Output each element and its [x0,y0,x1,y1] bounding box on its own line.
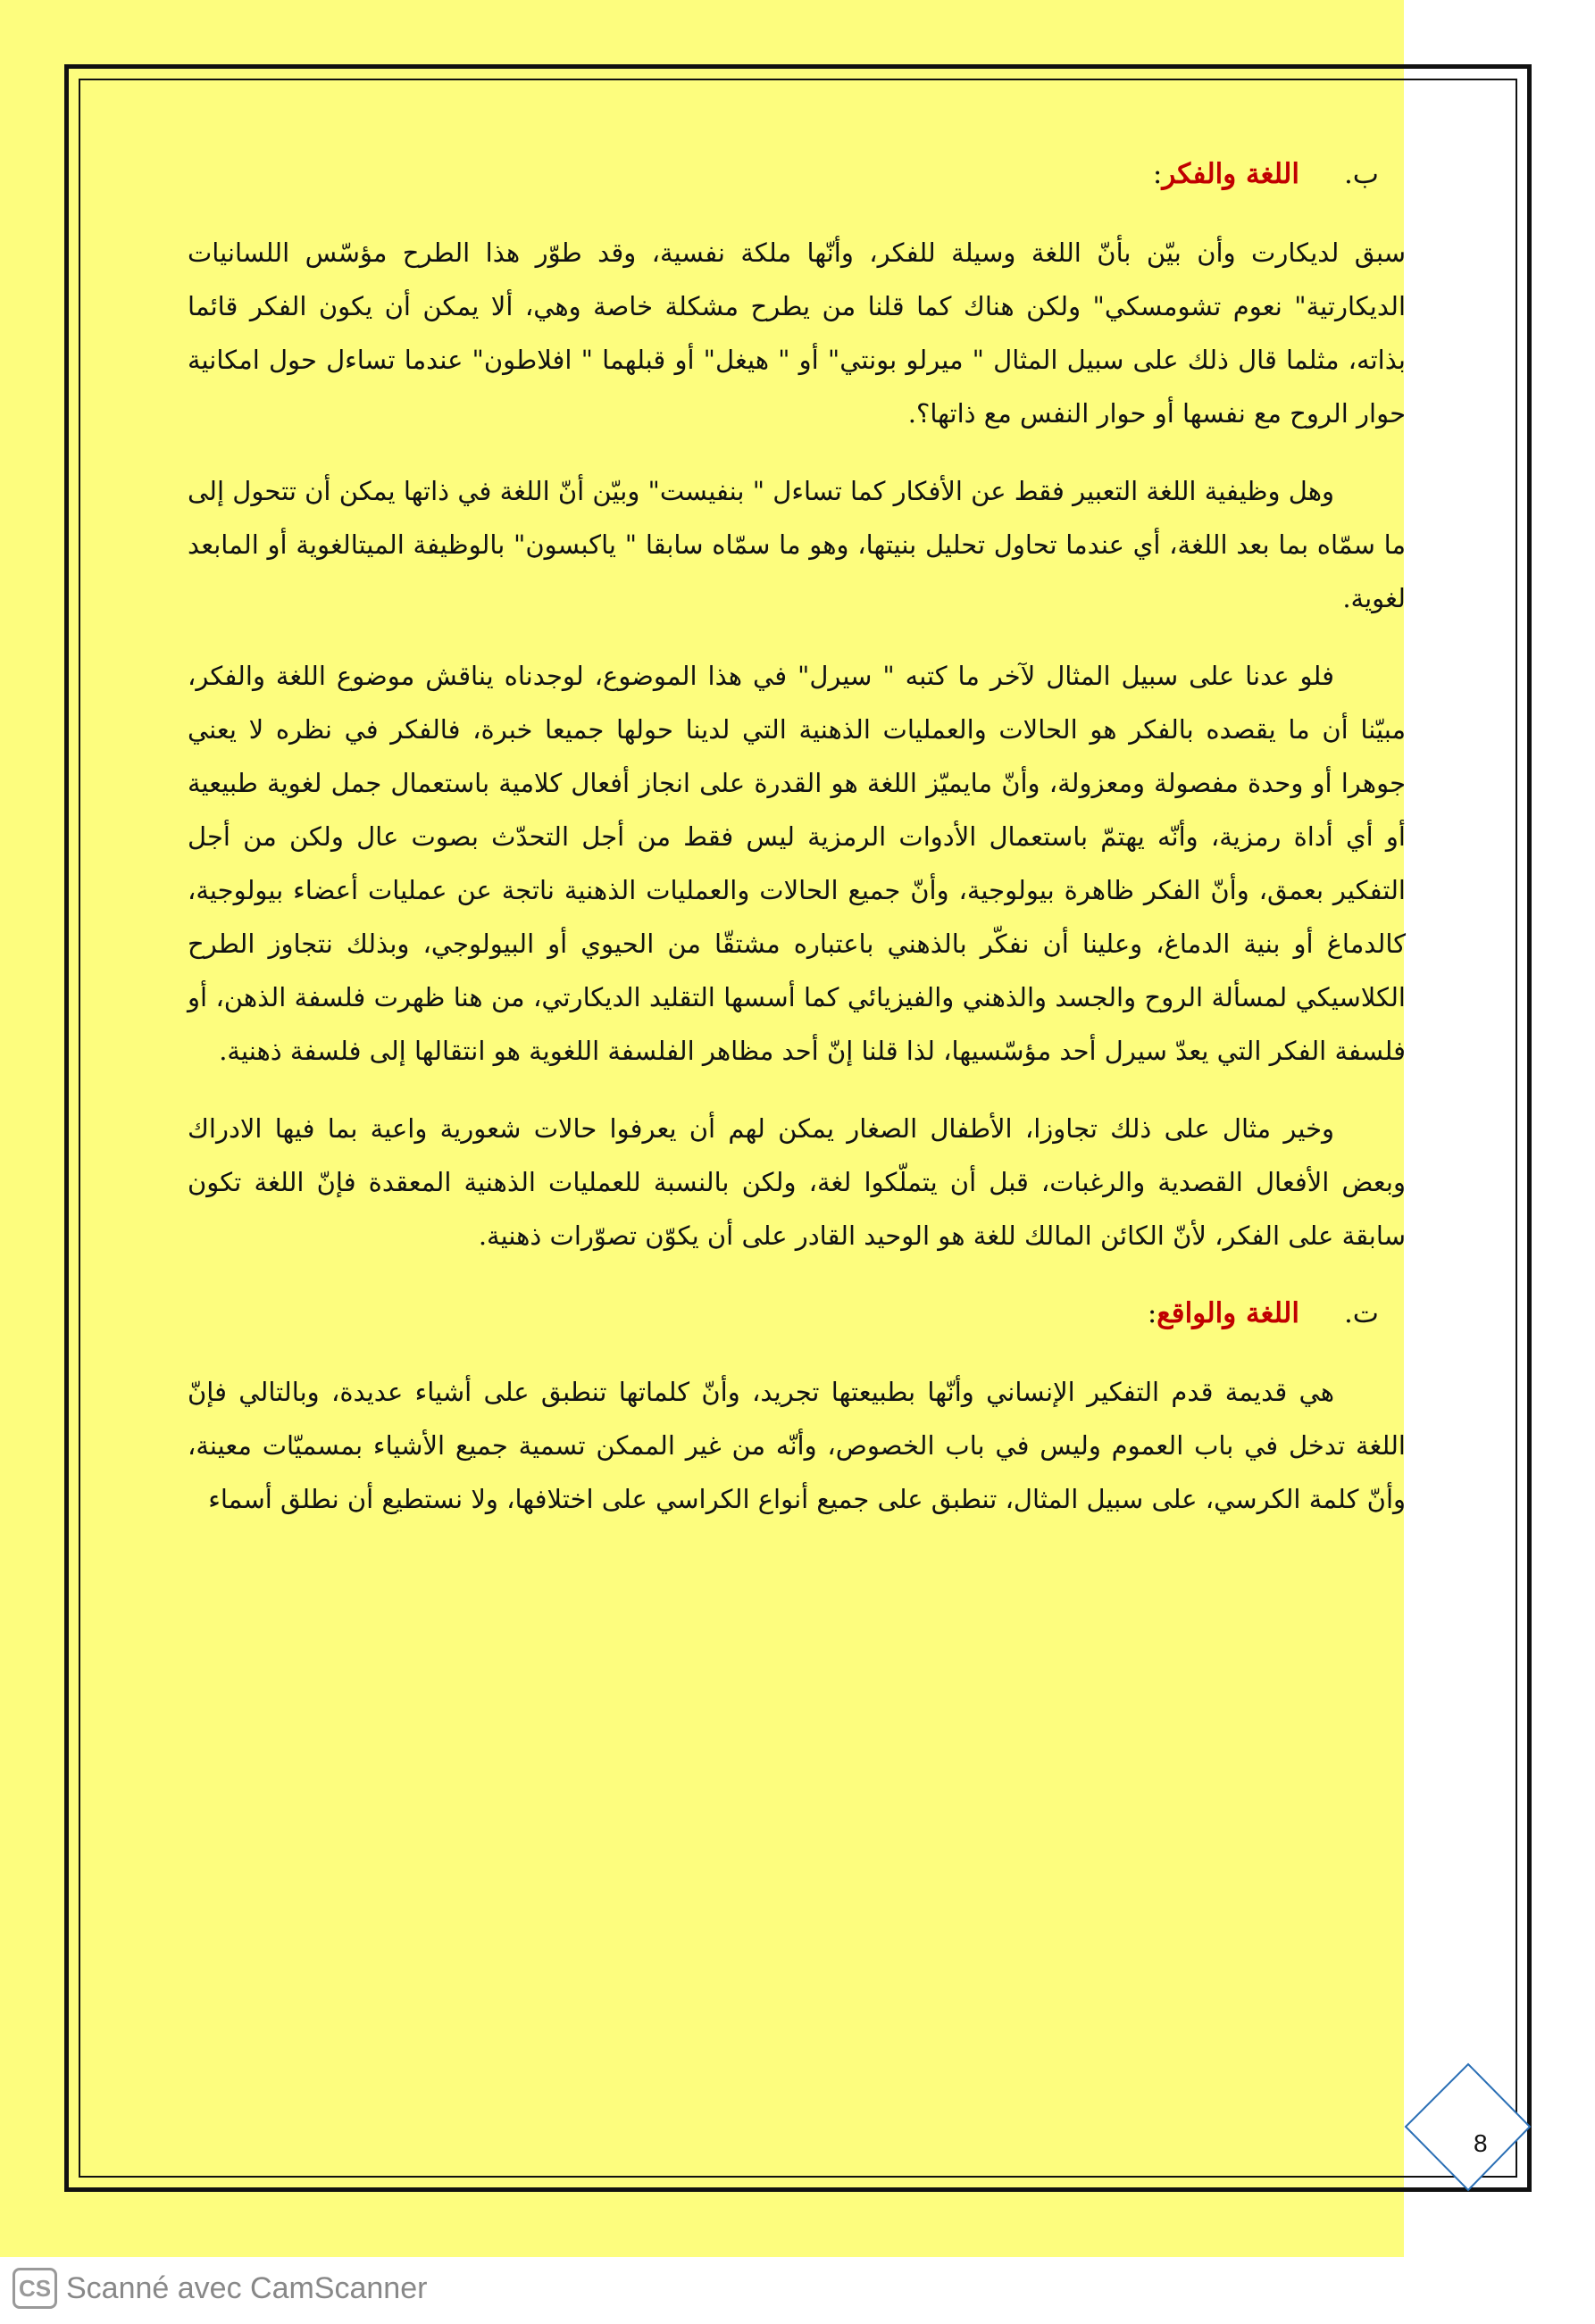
page-number: 8 [1474,2129,1488,2157]
paragraph: وهل وظيفية اللغة التعبير فقط عن الأفكار كما تساءل " بنفيست" وبيّن أنّ اللغة في ذاتها يمكن أن تتحول إلى ما سمّاه بما بعد اللغة، أي عندما تحاول تحليل بنيتها، وهو ما سمّاه سابقا " ياكبسون" بالوظيفة الميتالغوية أو المابعد لغوية. [188,476,1406,613]
document-body [188,147,1406,1550]
section-letter: ب. [1343,158,1379,190]
scanner-label: Scanné avec CamScanner [66,2270,428,2305]
scanner-watermark [13,2266,427,2311]
section-colon: : [1147,1297,1157,1329]
paragraph: سبق لديكارت وأن بيّن بأنّ اللغة وسيلة للفكر، وأنّها ملكة نفسية، وقد طوّر هذا الطرح مؤسّس اللسانيات الديكارتية" نعوم تشومسكي" ولكن هناك كما قلنا من يطرح مشكلة خاصة وهي، ألا يمكن أن يكون الفكر قائما بذاته، مثلما قال ذلك على سبيل المثال " ميرلو بونتي" أو " هيغل" أو قبلهما " افلاطون" عندما تساءل حول امكانية حوار الروح مع نفسها أو حوار النفس مع ذاتها؟. [188,237,1406,429]
section-title: اللغة والواقع [1157,1297,1299,1329]
section-colon: : [1152,158,1163,190]
paragraph: هي قديمة قدم التفكير الإنساني وأنّها بطبيعتها تجريد، وأنّ كلماتها تنطبق على أشياء عديدة، وبالتالي فإنّ اللغة تدخل في باب العموم وليس في باب الخصوص، وأنّه من غير الممكن تسمية جميع الأشياء بمسميّات معينة، وأنّ كلمة الكرسي، على سبيل المثال، تنطبق على جميع أنواع الكراسي على اختلافها، ولا نستطيع أن نطلق أسماء [188,1377,1406,1514]
page-number-diamond-icon [1404,2062,1532,2192]
paragraph: فلو عدنا على سبيل المثال لآخر ما كتبه " سيرل" في هذا الموضوع، لوجدناه يناقش موضوع اللغة والفكر، مبيّنا أن ما يقصده بالفكر هو الحالات والعمليات الذهنية التي لدينا حولها جميعا خبرة، فالفكر في نظره لا يعني جوهرا أو وحدة مفصولة ومعزولة، وأنّ مايميّز اللغة هو القدرة على انجاز أفعال كلامية باستعمال جمل لغوية طبيعية أو أي أداة رمزية، وأنّه يهتمّ باستعمال الأدوات الرمزية ليس فقط من أجل التحدّث بصوت عال ولكن من أجل التفكير بعمق، وأنّ الفكر ظاهرة بيولوجية، وأنّ جميع الحالات والعمليات الذهنية ناتجة عن عمليات أعضاء بيولوجية، كالدماغ أو بنية الدماغ، وعلينا أن نفكّر بالذهني باعتباره مشتقّا من الحيوي أو البيولوجي، وبذلك نتجاوز الطرح الكلاسيكي لمسألة الروح والجسد والذهني والفيزيائي كما أسسها التقليد الديكارتي، من هنا ظهرت فلسفة الذهن، أو فلسفة الفكر التي يعدّ سيرل أحد مؤسّسيها، لذا قلنا إنّ أحد مظاهر الفلسفة اللغوية هو انتقالها إلى فلسفة ذهنية. [188,661,1406,1066]
section-title: اللغة والفكر [1162,158,1299,190]
camscanner-logo-icon: CS [13,2268,57,2309]
paragraph: وخير مثال على ذلك تجاوزا، الأطفال الصغار يمكن لهم أن يعرفوا حالات شعورية واعية بما فيها الادراك وبعض الأفعال القصدية والرغبات، قبل أن يتملّكوا لغة، ولكن بالنسبة للعمليات الذهنية المعقدة فإنّ اللغة تكون سابقة على الفكر، لأنّ الكائن المالك للغة هو الوحيد القادر على أن يكوّن تصوّرات ذهنية. [188,1113,1406,1251]
section-heading-t [188,1287,1406,1340]
section-heading-b [188,147,1406,201]
section-letter: ت. [1343,1297,1379,1329]
